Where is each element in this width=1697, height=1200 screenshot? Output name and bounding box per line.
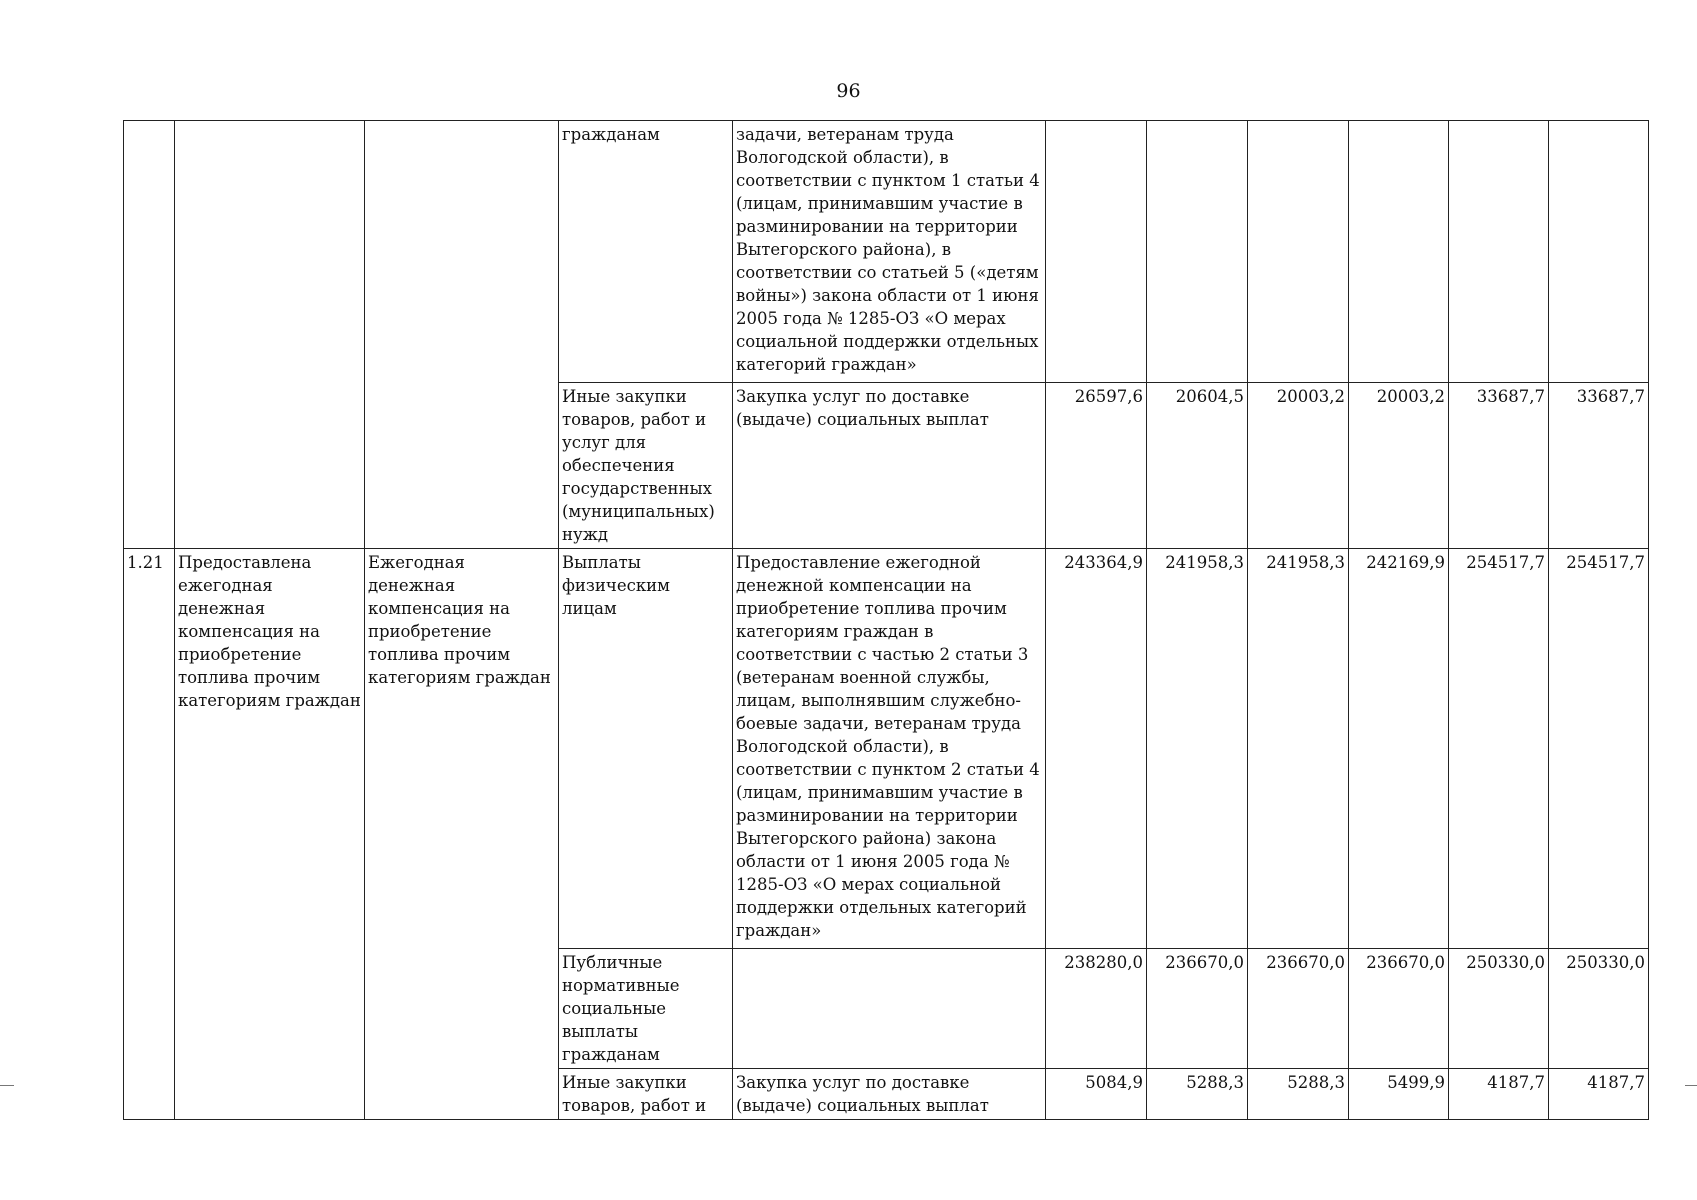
value-cell: 4187,7 bbox=[1449, 1069, 1549, 1120]
section-number-cell bbox=[124, 121, 175, 549]
value-cell bbox=[1349, 121, 1449, 383]
value-cell bbox=[1147, 121, 1248, 383]
description-cell bbox=[733, 949, 1046, 1069]
value-cell bbox=[1449, 121, 1549, 383]
value-cell: 26597,6 bbox=[1046, 383, 1147, 549]
description-cell: задачи, ветеранам труда Вологодской области), в соответствии с пунктом 1 статьи 4 (лицам, принимавшим участие в разминировании на территории Вытегорского района), в соответствии со статьей 5 («детям войны») закона области от 1 июня 2005 года № 1285-ОЗ «О мерах социальной поддержки отдельных категорий граждан» bbox=[733, 121, 1046, 383]
value-cell: 254517,7 bbox=[1449, 549, 1549, 949]
description-cell: Закупка услуг по доставке (выдаче) социальных выплат bbox=[733, 1069, 1046, 1120]
budget-table bbox=[123, 120, 1649, 1120]
description-cell: Закупка услуг по доставке (выдаче) социальных выплат bbox=[733, 383, 1046, 549]
section-number-cell: 1.21 bbox=[124, 549, 175, 1120]
budget-type-cell: Иные закупки товаров, работ и bbox=[559, 1069, 733, 1120]
value-cell: 5288,3 bbox=[1147, 1069, 1248, 1120]
value-cell: 236670,0 bbox=[1349, 949, 1449, 1069]
value-cell: 33687,7 bbox=[1549, 383, 1649, 549]
value-cell: 33687,7 bbox=[1449, 383, 1549, 549]
value-cell: 250330,0 bbox=[1549, 949, 1649, 1069]
value-cell: 20003,2 bbox=[1349, 383, 1449, 549]
value-cell: 254517,7 bbox=[1549, 549, 1649, 949]
budget-type-cell: Выплаты физическим лицам bbox=[559, 549, 733, 949]
value-cell bbox=[1248, 121, 1349, 383]
value-cell: 5084,9 bbox=[1046, 1069, 1147, 1120]
value-cell: 5499,9 bbox=[1349, 1069, 1449, 1120]
value-cell: 20003,2 bbox=[1248, 383, 1349, 549]
budget-type-cell: Публичные нормативные социальные выплаты гражданам bbox=[559, 949, 733, 1069]
value-cell: 241958,3 bbox=[1248, 549, 1349, 949]
value-cell: 236670,0 bbox=[1147, 949, 1248, 1069]
description-cell: Предоставление ежегодной денежной компенсации на приобретение топлива прочим категориям граждан в соответствии с частью 2 статьи 3 (ветеранам военной службы, лицам, выполнявшим служебно-боевые задачи, ветеранам труда Вологодской области), в соответствии с пунктом 2 статьи 4 (лицам, принимавшим участие в разминировании на территории Вытегорского района) закона области от 1 июня 2005 года № 1285-ОЗ «О мерах социальной поддержки отдельных категорий граждан» bbox=[733, 549, 1046, 949]
value-cell: 243364,9 bbox=[1046, 549, 1147, 949]
value-cell bbox=[1549, 121, 1649, 383]
table-row bbox=[124, 121, 1649, 383]
budget-type-cell: Иные закупки товаров, работ и услуг для обеспечения государственных (муниципальных) нужд bbox=[559, 383, 733, 549]
table-row bbox=[124, 549, 1649, 949]
result-cell bbox=[175, 121, 365, 549]
page-number: 96 bbox=[836, 80, 861, 102]
value-cell: 5288,3 bbox=[1248, 1069, 1349, 1120]
budget-type-cell: гражданам bbox=[559, 121, 733, 383]
value-cell bbox=[1046, 121, 1147, 383]
value-cell: 241958,3 bbox=[1147, 549, 1248, 949]
scan-mark-left bbox=[0, 1085, 14, 1086]
event-cell bbox=[365, 121, 559, 549]
value-cell: 238280,0 bbox=[1046, 949, 1147, 1069]
result-cell: Предоставлена ежегодная денежная компенсация на приобретение топлива прочим категориям граждан bbox=[175, 549, 365, 1120]
value-cell: 250330,0 bbox=[1449, 949, 1549, 1069]
value-cell: 20604,5 bbox=[1147, 383, 1248, 549]
value-cell: 4187,7 bbox=[1549, 1069, 1649, 1120]
value-cell: 236670,0 bbox=[1248, 949, 1349, 1069]
scan-mark-right bbox=[1685, 1085, 1697, 1086]
event-cell: Ежегодная денежная компенсация на приобретение топлива прочим категориям граждан bbox=[365, 549, 559, 1120]
value-cell: 242169,9 bbox=[1349, 549, 1449, 949]
